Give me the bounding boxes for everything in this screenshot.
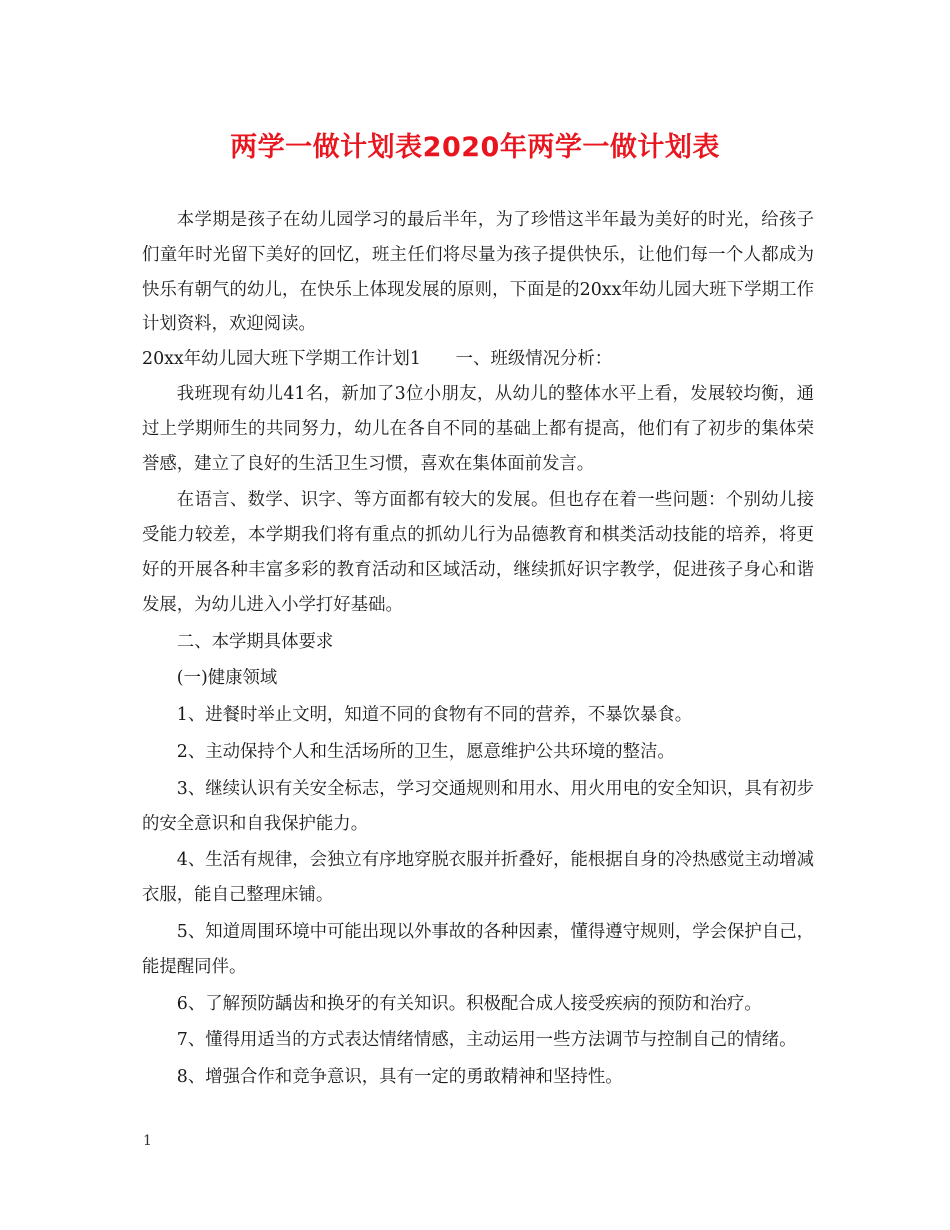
intro-paragraph: 本学期是孩子在幼儿园学习的最后半年，为了珍惜这半年最为美好的时光，给孩子们童年时光留下美好的回忆，班主任们将尽量为孩子提供快乐，让他们每一个人都成为快乐有朝气的幼儿，在快乐上体现发展的原则，下面是的20xx年幼儿园大班下学期工作计划资料，欢迎阅读。 [142,210,814,335]
subsection-heading-health: (一)健康领域 [176,668,278,689]
list-item: 1、进餐时举止文明，知道不同的食物有不同的营养，不暴饮暴食。 [176,705,693,726]
document-body [142,203,814,1095]
list-item: 3、继续认识有关安全标志，学习交通规则和用水、用火用电的安全知识，具有初步的安全意识和自我保护能力。 [142,778,814,834]
list-item: 5、知道周围环境中可能出现以外事故的各种因素，懂得遵守规则，学会保护自己，能提醒同伴。 [142,921,814,977]
development-paragraph: 在语言、数学、识字、等方面都有较大的发展。但也存在着一些问题：个别幼儿接受能力较差，本学期我们将有重点的抓幼儿行为品德教育和棋类活动技能的培养，将更好的开展各种丰富多彩的教育活动和区域活动，继续抓好识字教学，促进孩子身心和谐发展，为幼儿进入小学打好基础。 [142,490,814,615]
section-heading-requirements: 二、本学期具体要求 [176,631,334,652]
list-item: 8、增强合作和竞争意识，具有一定的勇敢精神和坚持性。 [176,1067,623,1088]
list-item: 6、了解预防龋齿和换牙的有关知识。积极配合成人接受疾病的预防和治疗。 [176,993,762,1014]
list-item: 2、主动保持个人和生活场所的卫生，愿意维护公共环境的整洁。 [176,741,675,762]
document-title: 两学一做计划表2020年两学一做计划表 [230,132,720,163]
section-heading-plan-1: 20xx年幼儿园大班下学期工作计划1 一、班级情况分析： [142,349,613,370]
list-item: 7、懂得用适当的方式表达情绪情感，主动运用一些方法调节与控制自己的情绪。 [176,1030,797,1051]
class-analysis-paragraph: 我班现有幼儿41名，新加了3位小朋友，从幼儿的整体水平上看，发展较均衡，通过上学期师生的共同努力，幼儿在各自不同的基础上都有提高，他们有了初步的集体荣誉感，建立了良好的生活卫生习惯，喜欢在集体面前发言。 [142,383,814,474]
list-item: 4、生活有规律，会独立有序地穿脱衣服并折叠好，能根据自身的冷热感觉主动增减衣服，能自己整理床铺。 [142,850,814,906]
page-number: 1 [143,1133,152,1149]
